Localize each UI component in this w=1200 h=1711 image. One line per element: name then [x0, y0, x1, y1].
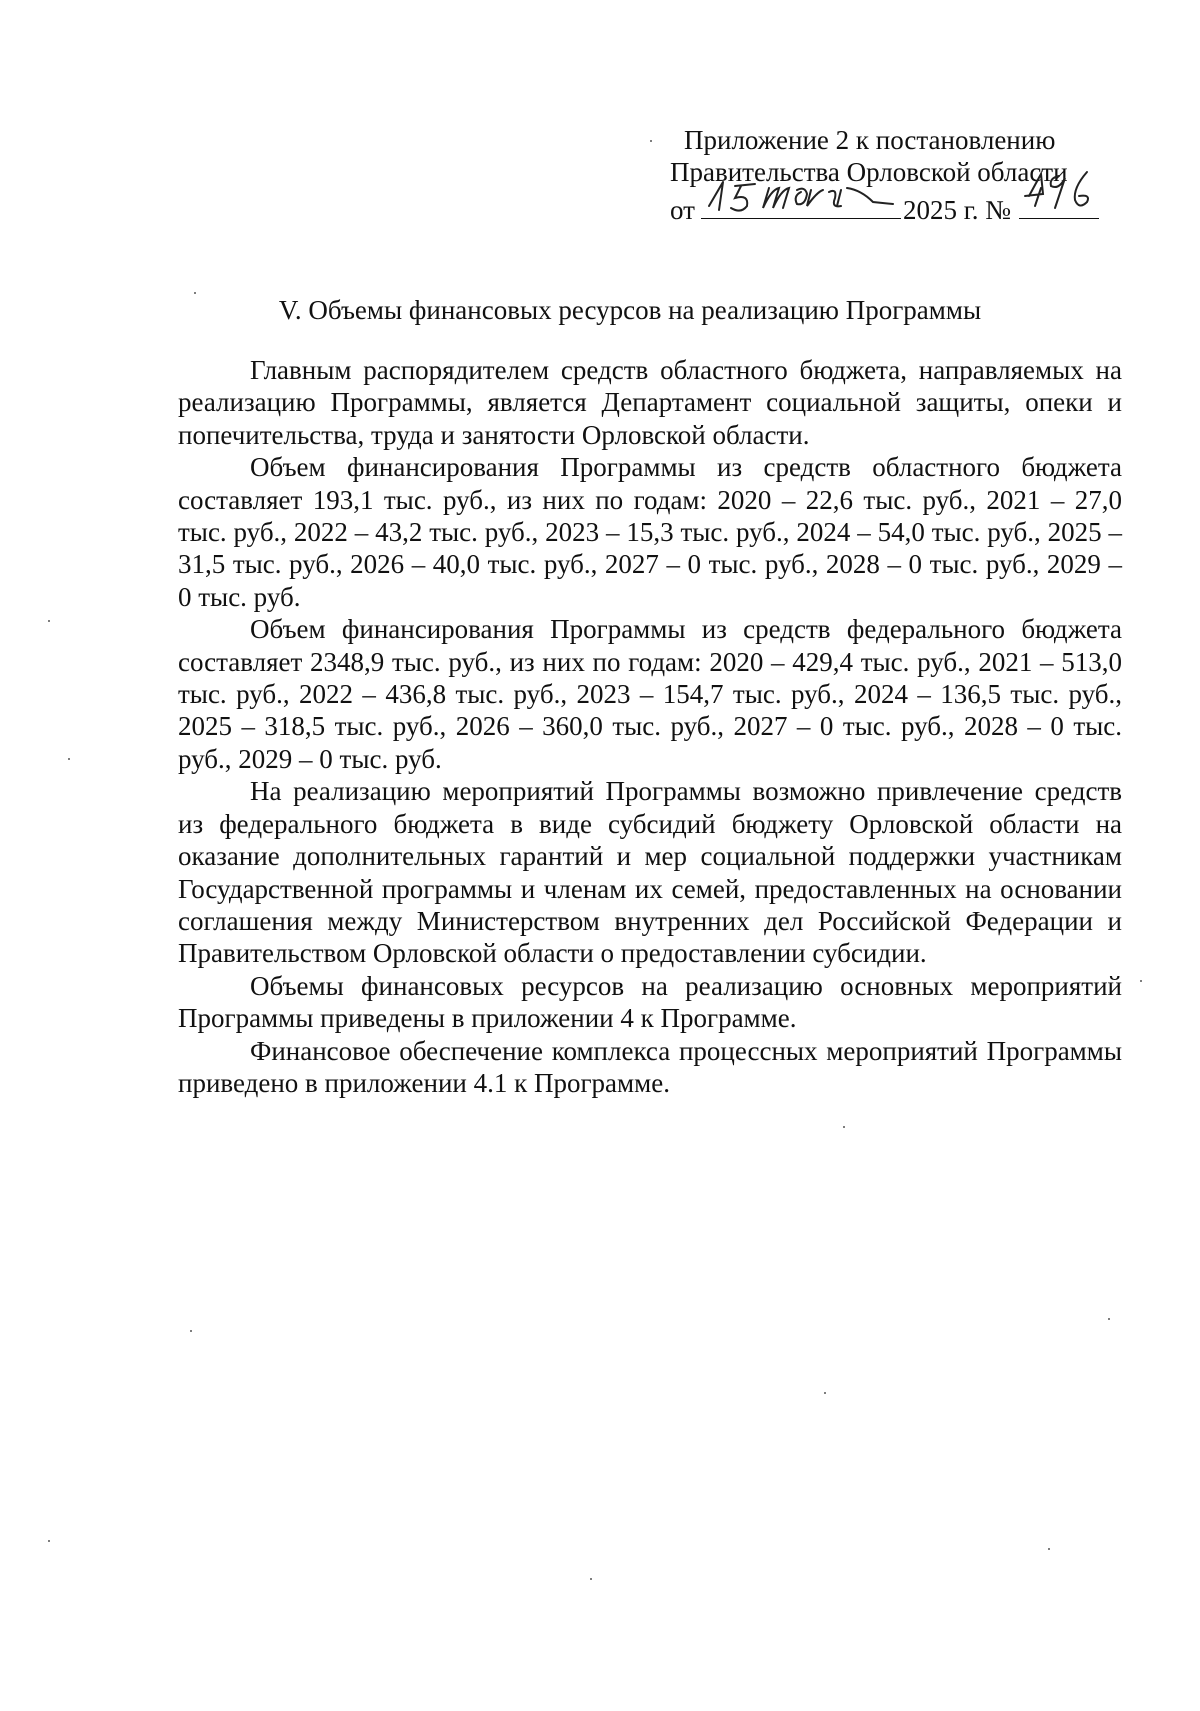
- section-title: V. Объемы финансовых ресурсов на реализацию Программы: [278, 295, 982, 325]
- appendix-header: [670, 124, 1110, 226]
- body-text: [178, 354, 1122, 1099]
- paragraph-regional-budget: Объем финансирования Программы из средств областного бюджета составляет 193,1 тыс. руб., из них по годам: 2020 – 22,6 тыс. руб., 2021 – 27,0 тыс. руб., 2022 – 43,2 тыс. руб., 2023 – 15,3 тыс. руб., 2024 – 54,0 тыс. руб., 2025 – 31,5 тыс. руб., 2026 – 40,0 тыс. руб., 2027 – 0 тыс. руб., 2028 – 0 тыс. руб., 2029 – 0 тыс. руб.: [178, 452, 1122, 612]
- scan-speck: [650, 140, 652, 142]
- handwritten-number: [1019, 188, 1099, 219]
- scan-speck: [843, 1126, 845, 1128]
- handwritten-number-ink: [1019, 170, 1099, 216]
- appendix-line-2: Правительства Орловской области: [670, 157, 1068, 187]
- scan-speck: [1140, 980, 1142, 982]
- paragraph-chief-administrator: Главным распорядителем средств областного бюджета, направляемых на реализацию Программы, является Департамент социальной защиты, опеки и попечительства, труда и занятости Орловской области.: [178, 355, 1122, 450]
- appendix-date-line: [670, 188, 1110, 226]
- scan-speck: [590, 1578, 592, 1580]
- scan-speck: [68, 758, 70, 760]
- scan-speck: [824, 1392, 826, 1394]
- scan-speck: [194, 292, 196, 294]
- paragraph-federal-subsidies: На реализацию мероприятий Программы возможно привлечение средств из федерального бюджета в виде субсидий бюджету Орловской области на оказание дополнительных гарантий и мер социальной поддержки участникам Государственной программы и членам их семей, предоставленных на основании соглашения между Министерством внутренних дел Российской Федерации и Правительством Орловской области о предоставлении субсидии.: [178, 776, 1122, 969]
- scan-speck: [1108, 1318, 1110, 1320]
- date-prefix: от: [670, 195, 695, 225]
- scan-speck: [1048, 1548, 1050, 1550]
- year-number-label: 2025 г. №: [902, 195, 1011, 225]
- paragraph-federal-budget: Объем финансирования Программы из средств федерального бюджета составляет 2348,9 тыс. руб., из них по годам: 2020 – 429,4 тыс. руб., 2021 – 513,0 тыс. руб., 2022 – 436,8 тыс. руб., 2023 – 154,7 тыс. руб., 2024 – 136,5 тыс. руб., 2025 – 318,5 тыс. руб., 2026 – 360,0 тыс. руб., 2027 – 0 тыс. руб., 2028 – 0 тыс. руб., 2029 – 0 тыс. руб.: [178, 614, 1122, 774]
- appendix-line-1: Приложение 2 к постановлению: [684, 125, 1056, 155]
- paragraph-appendix-4-1: Финансовое обеспечение комплекса процессных мероприятий Программы приведено в приложении 4.1 к Программе.: [178, 1035, 1122, 1098]
- scan-speck: [48, 620, 50, 622]
- handwritten-date-ink: [701, 176, 901, 216]
- handwritten-date: [701, 188, 901, 219]
- paragraph-appendix-4: Объемы финансовых ресурсов на реализацию основных мероприятий Программы приведены в приложении 4 к Программе.: [178, 970, 1122, 1034]
- scan-speck: [190, 1330, 192, 1332]
- scan-speck: [48, 1540, 50, 1542]
